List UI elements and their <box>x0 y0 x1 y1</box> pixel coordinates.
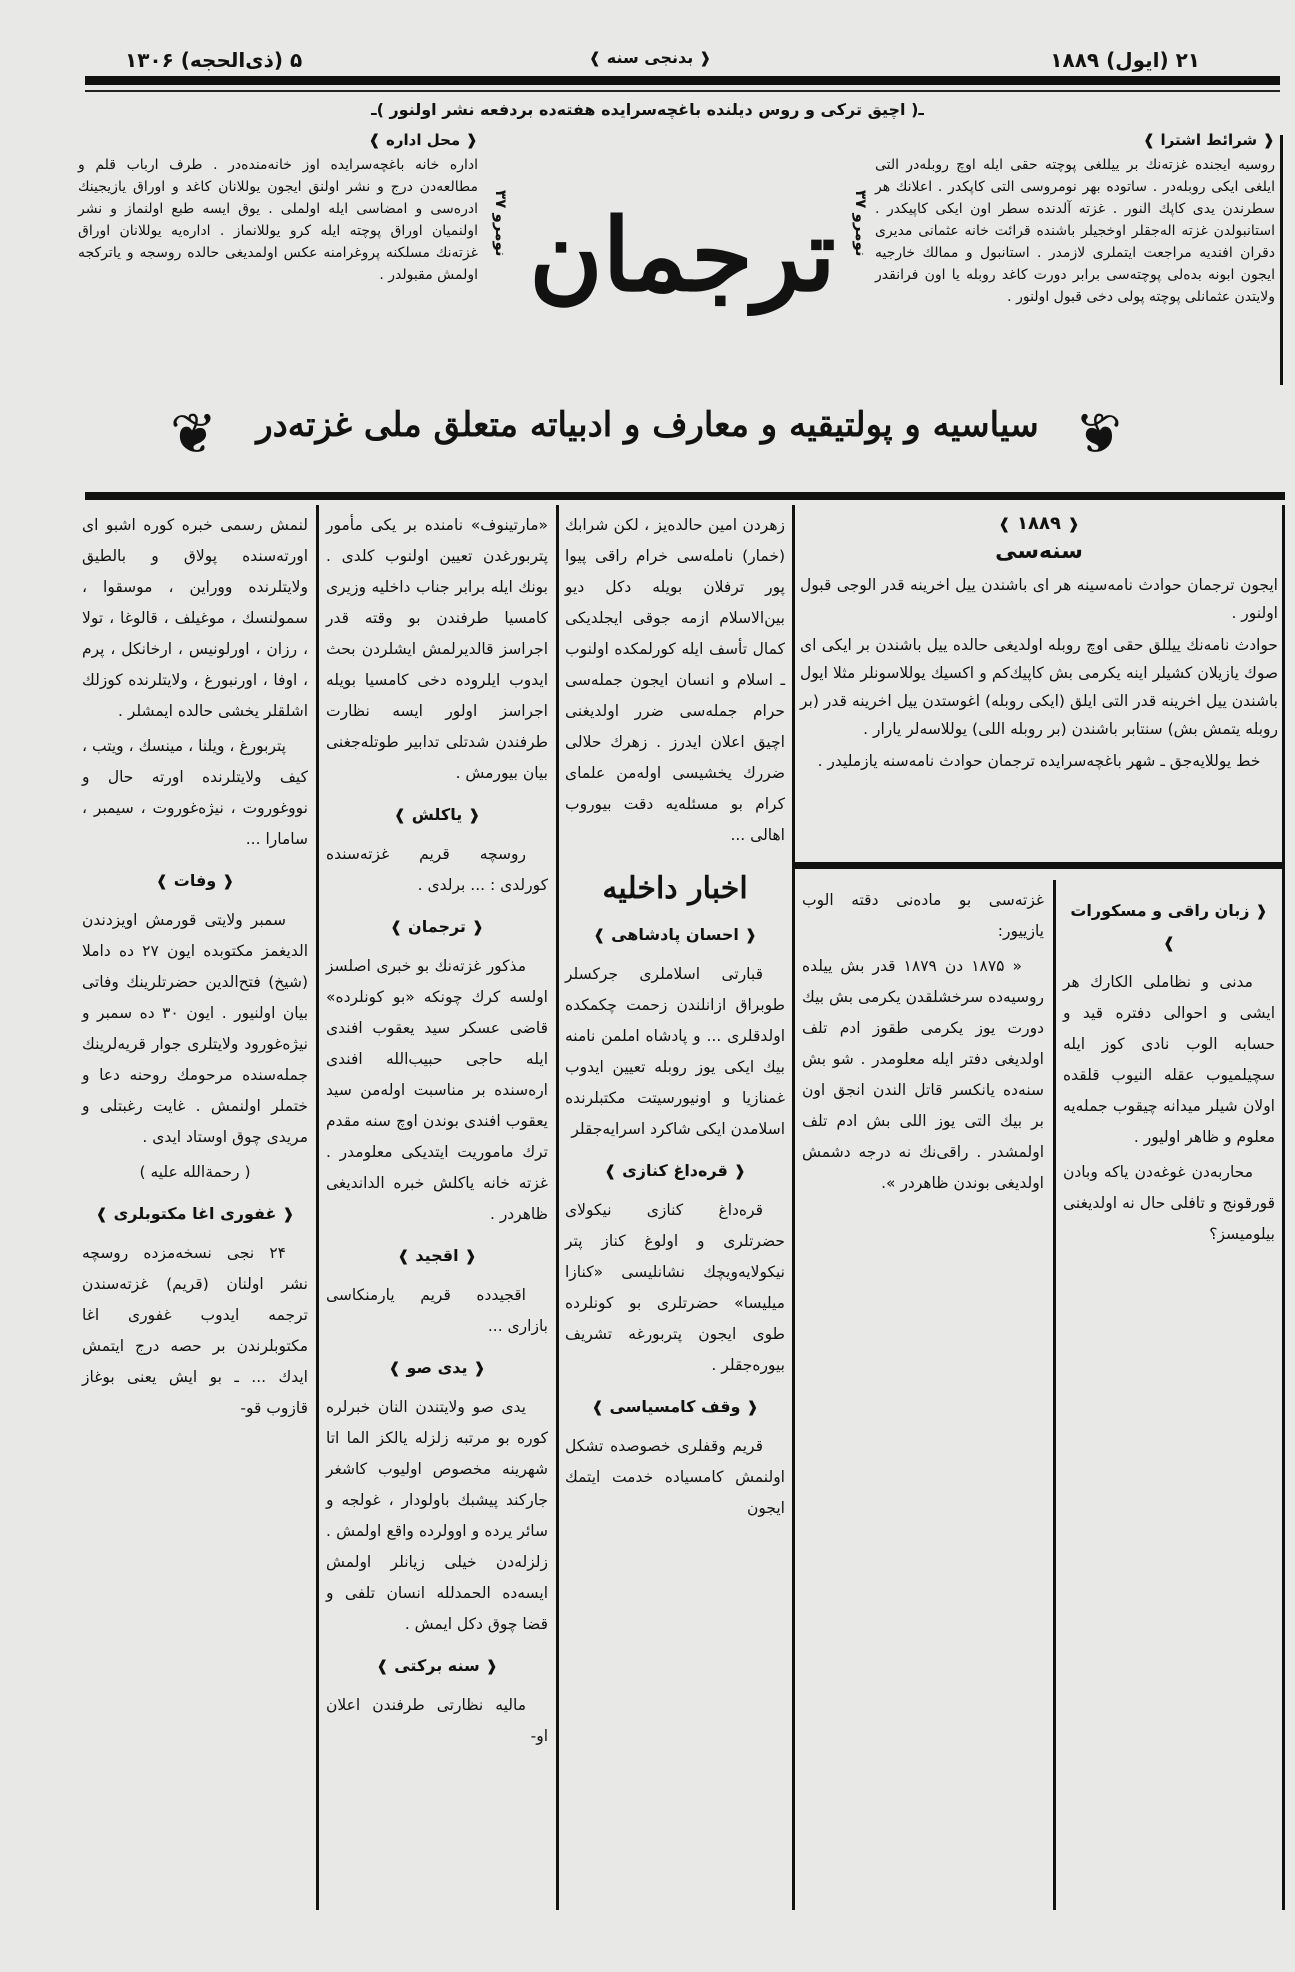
notice-heading: ❰ ۱۸۸۹ ❱ سنه‌سی <box>995 513 1083 564</box>
paragraph: «مارتینوف» نامنده بر یکی مأمور پتربورغدن تعیین اولنوب کلدی . بونك ایله برابر جناب داخلیه وزیری کامسیا طرفندن بو وقته قدر اجراسز قالدیرلمش ایشلردن بحث ایدوب ایلروده دخی کامسیا بویله اجراسز اولور ایسه نظارت طرفندن شدتلی تدابیر طوتله‌جغنی بیان بیورمش . <box>326 516 548 782</box>
paragraph: مذکور غزته‌نك بو خبری اصلسز اولسه کرك چونکه «بو کونلرده» قاضی عسکر سید یعقوب افندی ایله حاجی حبیب‌الله افندی ارەسنده بر مناسبت اوله‌من سید یعقوب افندی بوندن اوچ سنه مقدم ترك ماموریت ایتدیکی معلومدر . غزته خانه یاکلش خبره الداندیغی ظاهردر . <box>326 957 548 1223</box>
paragraph: روسچه قریم غزته‌سنده کورلدی : ... برلدی . <box>326 845 548 894</box>
notice-paragraph: ایجون ترجمان حوادث نامه‌سینه هر ای باشندن ییل اخرینه قدر الوجی قبول اولنور . <box>800 576 1278 622</box>
header-rule-thin <box>85 90 1280 92</box>
ornament-right-icon: ❦ <box>1075 402 1122 467</box>
domestic-news-title: اخبار داخلیه <box>602 871 748 906</box>
ornament-icon: ❰ <box>698 49 712 67</box>
paragraph: ۲۴ نجی نسخه‌مزده روسچه نشر اولنان (قریم) غزته‌سندن ترجمه ایدوب غفوری اغا مکتوبلرندن بر حصه درج ایتمش ایدك ... ـ بو ایش یعنی بوغاز قازوب قو- <box>82 1244 308 1417</box>
section-heading: ❰ سنه برکتی ❱ <box>376 1656 498 1675</box>
notice-paragraph: خط یوللایه‌جق ـ شهر باغچه‌سرایده ترجمان حوادث نامه‌سنه یازملیدر . <box>817 752 1261 770</box>
column-divider <box>556 505 559 1910</box>
notice-bottom-rule <box>795 862 1283 869</box>
volume-label <box>560 48 740 67</box>
section-heading: ❰ یاکلش ❱ <box>393 805 481 824</box>
paragraph: قبارتی اسلاملری جرکسلر طوبراق ازانلندن زحمت چکمکده اولدقلری ... و پادشاه املمن نامنه بیك ایکی یوز روبله تعیین ایدوب غمنازیا و اونیورسیتت مکتبلرنده اسلامدن ایکی شاکرد اسرایه‌جقلر <box>565 965 785 1138</box>
paragraph: زهردن امین حالده‌یز ، لکن شرابك (خمار) نامله‌سی خرام راقی پیوا پور ترفلان بویله دکل دیو بین‌الاسلام ازمه جوقی ایجلدیکی کمال تأسف ایله کورلمکده اولنوب ـ اسلام و انسان ایجون جمله‌سی حرام جمله‌سی ضرر اولدیغنی اچیق اعلان ایدرز . زهرك حلالی ضررك یخشیسی اوله‌من علمای کرام بو مسئله‌یه دقت بیوروب اهالی ... <box>565 516 785 844</box>
date-gregorian: ۲۱ (ایول) ۱۸۸۹ <box>1050 48 1200 72</box>
paragraph: مدنی و نظاملی الکارك هر ایشی و احوالی دفتره قید و حسابه الوب نادی کوز ایله سچیلمیوب عقله النیوب قلقده اولان شیلر میدانه چیقوب جمله‌یه معلوم و ظاهر اولیور . <box>1063 973 1275 1146</box>
paragraph: « ۱۸۷۵ دن ۱۸۷۹ قدر بش ییلده روسیه‌ده سرخشلقدن یکرمی بش بیك دورت یوز یکرمی طقوز ادم تلف اولدیغی دفتر ایله معلومدر . شو بش سنه‌ده یانکسر قاتل الندن انجق اون بر بیك التی یوز اللی بش ادم تلف اولمشدر . راقی‌نك نه درجه دشمش اولدیغی بوندن ظاهردر ». <box>802 957 1044 1192</box>
office-title: ❰ محل اداره ❱ <box>368 131 478 149</box>
box-border <box>1280 135 1283 385</box>
tagline-banner <box>240 405 1055 445</box>
column-4 <box>326 510 548 1756</box>
section-heading: ❰ وقف کامسیاسی ❱ <box>591 1397 759 1416</box>
column-2 <box>802 885 1044 1203</box>
notice-year: ۱۸۸۹ <box>1017 513 1061 534</box>
issue-number-left: نومرو ۳۷ <box>492 190 510 257</box>
section-heading: ❰ زبان راقی و مسکورات ❱ <box>1070 901 1268 952</box>
newspaper-logo: ترجمان <box>529 196 836 314</box>
notice-box <box>800 510 1278 779</box>
paragraph: لنمش رسمی خبره کوره اشبو ای اورته‌سنده پولاق و بالطیق ولایتلرنده ووراین ، موسقوا ، سمولنسك ، موغیلف ، قالوغا ، تولا ، رزان ، اورلونیس ، ارخانکل ، پرم ، اوفا ، اورنبورغ ، ولایتلرنده کوزلك اشلقلر یخشی حالده ایمشلر . <box>82 516 308 720</box>
section-heading: ❰ غفوری اغا مکتوبلری ❱ <box>95 1204 295 1223</box>
tagline: سیاسیه و پولتیقیه و معارف و ادبیاته متعلق ملی غزته‌در <box>256 405 1039 445</box>
column-divider <box>1053 880 1056 1910</box>
paragraph: پتربورغ ، ویلنا ، مینسك ، ویتب ، کیف ولایتلرنده اورته حال و نووغوروت ، نیژه‌غوروت ، سیمبر ، سامارا ... <box>82 737 308 848</box>
section-heading: ❰ قره‌داغ کنازی ❱ <box>603 1161 747 1180</box>
volume-text: بدنجی سنه <box>606 48 694 67</box>
column-3 <box>565 510 785 1528</box>
subscription-box <box>875 128 1275 308</box>
masthead-bottom-rule <box>85 492 1285 500</box>
notice-heading-text: سنه‌سی <box>995 539 1083 564</box>
paragraph: قره‌داغ کنازی نیکولای حضرتلری و اولوغ کناز پتر نیکولایه‌ویچك نشانلیسی «کنازا میلیسا» حضرتلری بو کونلرده طوی ایجون پتربورغه تشریف بیوره‌جقلر . <box>565 1201 785 1374</box>
column-1 <box>1063 885 1275 1254</box>
paragraph: غزته‌سی بو ماده‌نی دقته الوب یازییور: <box>802 891 1044 940</box>
paragraph: محاربه‌دن غوغه‌دن یاکه وبادن قورقونج و تافلی حال نه اولدیغنی بیلومیسز؟ <box>1063 1163 1275 1243</box>
paragraph: اقجیدده قریم یارمنکاسی بازاری ... <box>326 1286 548 1335</box>
issue-number-right: نومرو ۳۷ <box>852 190 870 257</box>
paragraph: مالیه نظارتی طرفندن اعلان او- <box>326 1696 548 1745</box>
office-text: اداره خانه باغچه‌سرایده اوز خانه‌منده‌در . طرف ارباب قلم و مطالعه‌دن درج و نشر اولنق ایجون یوللانان کاغد و اوراق یازیجینك ادره‌سی و امضاسی ایله اولملی . یوق ایسه طبع اولنماز و نشر اولنمیان اوراق پوچته ایله کرو یوللانماز . اداره‌یه یوللانان اوراق غزته‌نك مسلکنه پروغرامنه عکس اولمدیغی حالده روسجه و یاترکجه اولمش مقبولدر . <box>78 157 478 283</box>
paragraph: سمبر ولایتی قورمش اویزدندن الدیغمز مکتوبده ایون ۲۷ ده داملا (شیخ) فتح‌الدین حضرتلرینك وفاتی بیان اولنیور . ایون ۳۰ ده سمبر و نیژه‌غورود ولایتلری جوار قریه‌لرینك جمله‌سنده مرحومك روحنه دعا و ختملر اولنمش . غایت رغبتلی و مریدی چوق اوستاد ایدی . <box>82 911 309 1146</box>
subscription-title: ❰ شرائط اشترا ❱ <box>1142 131 1275 149</box>
subtitle: ـ( اچیق ترکی و روس دیلنده باغچه‌سرایده هفته‌ده بردفعه نشر اولنور )ـ <box>371 100 924 119</box>
date-hijri: ۵ (ذی‌الحجه) ۱۳۰۶ <box>125 48 303 72</box>
section-heading: ❰ اقجید ❱ <box>397 1246 477 1265</box>
section-heading: ❰ احسان پادشاهی ❱ <box>592 925 758 944</box>
column-5 <box>82 510 308 1428</box>
subscription-text: روسیه ایجنده غزته‌نك بر ییللغی پوچته حقی ایله اوچ روبله‌در التی ایلغی ایکی روبله‌در . ساتوده بهر نومروسی التی کاپکدر . اعلانك هر سطرندن یدی کاپك النور . غزته آلدنده سطر اون ایکی کاپیکدر . استانبولدن غزته الەجقلر اوخجیلر باشنده قرائت خانه عثمانی مدیری دقران افندیه مراجعت ایتملری لازمدر . استانبول و ممالك خارجیه ایجون ابونه بدەلی پوچته‌سی برابر دورت کاغد روبله یا اون فرانقدر ولایتدن عثمانلی پوچته پولی دخی قبول اولنور . <box>875 157 1275 305</box>
notice-paragraph: حوادث نامه‌نك ییللق حقی اوچ روبله اولدیغی حالده ییل باشندن بر ایکی ای صوك یازیلان کشیلر اینه یکرمی بش کاپیك‌کم و اکسیك یوللاسونلر مثلا ایول باشندن ییل اخرینه قدر التی ایلق (ایکی روبله) اغوستدن ییل اخرینه قدر (بر روبله یتمش بش) سنتابر باشندن (بر روبله اللی) یوللاسه‌لر یارار . <box>800 636 1278 738</box>
office-box <box>78 128 478 286</box>
column-divider <box>792 505 795 1910</box>
section-heading: ❰ ترجمان ❱ <box>389 917 485 936</box>
header-rule <box>85 76 1280 85</box>
paragraph: قریم وقفلری خصوصده تشکل اولنمش کامسیاده خدمت ایتمك ایجون <box>565 1437 785 1517</box>
paragraph: یدی صو ولایتندن النان خبرلره کوره بو مرتبه زلزله یالکز الما اتا شهرینه مخصوص اولیوب کاشغر جارکند پیشبك باولودار ، غولجه و سائر یرده و اوولرده واقع اولمش . زلزله‌دن خیلی زیانلر اولمش ایسه‌ده الحمدلله انسان تلفی و قضا چوق دکل ایمش . <box>326 1398 548 1633</box>
obituary-closing: ( رحمة‌الله علیه ) <box>139 1163 251 1181</box>
ornament-left-icon: ❦ <box>170 402 217 467</box>
column-divider <box>316 505 319 1910</box>
ornament-icon: ❱ <box>588 49 602 67</box>
column-divider <box>1282 505 1285 1910</box>
section-heading: ❰ وفات ❱ <box>155 871 235 890</box>
section-heading: ❰ یدی صو ❱ <box>388 1358 486 1377</box>
